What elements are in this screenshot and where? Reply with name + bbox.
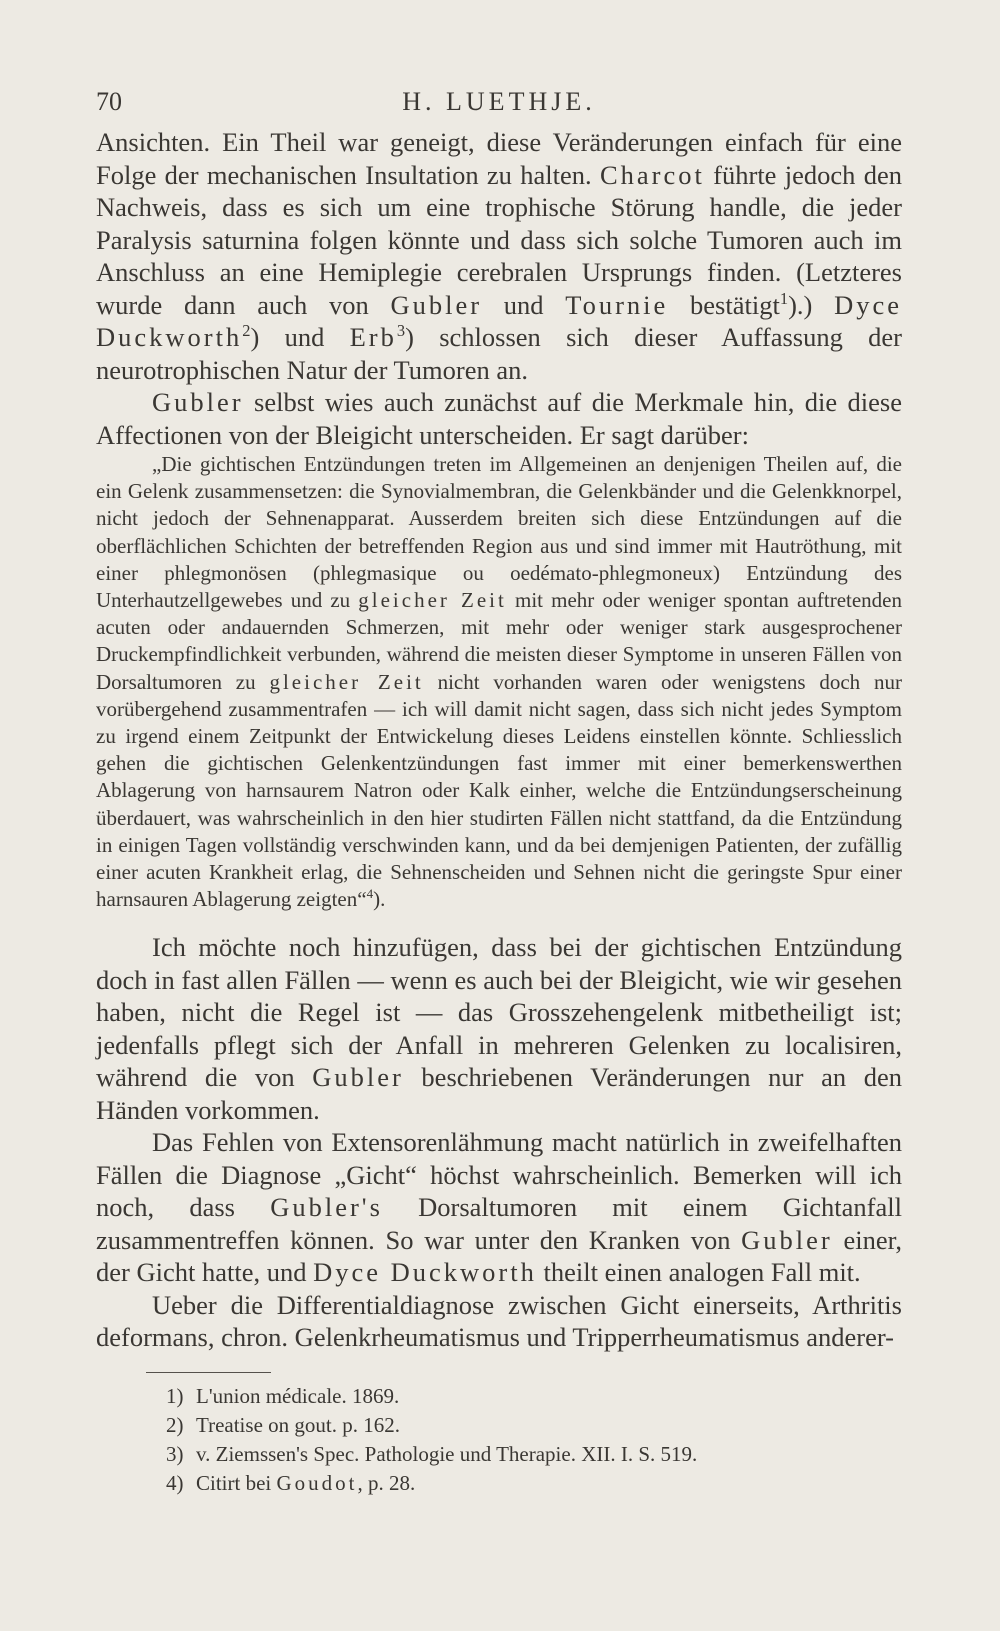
footnote bbox=[166, 1440, 866, 1469]
footnote-text: v. Ziemssen's Spec. Pathologie und Therapie. XII. I. S. 519. bbox=[196, 1442, 698, 1466]
text-run: Ich möchte noch hinzufügen, dass bei der gichtischen Entzündung doch in fast allen Fällen — wenn es auch bei der Bleigicht, wie wir gesehen haben, nicht die Regel ist — das Grosszehengelenk mitbetheiligt ist; jedenfalls pflegt sich der Anfall in mehreren Gelenken zu localisiren, während die von bbox=[96, 932, 902, 1093]
text-run: und bbox=[482, 289, 566, 320]
text-run: Das Fehlen von Extensorenlähmung macht natürlich in zweifelhaften Fällen die Diagnose „Gicht“ höchst wahrscheinlich. Bemerken will ich noch, dass bbox=[96, 1127, 902, 1223]
author-name: Charcot bbox=[599, 159, 705, 190]
footnote-text: Treatise on gout. p. 162. bbox=[196, 1413, 400, 1437]
running-head: H. LUETHJE. bbox=[402, 87, 596, 116]
footnote bbox=[166, 1411, 866, 1440]
author-name: Gubler bbox=[152, 387, 244, 417]
paragraph bbox=[96, 1126, 902, 1289]
author-name: Gubler bbox=[312, 1062, 404, 1093]
text-run: Dorsaltumoren mit einem Gichtanfall zusammentreffen können. So war unter den Kranken von bbox=[96, 1192, 902, 1255]
text-run: Ueber die Differentialdiagnose zwischen Gicht einerseits, Arthritis deformans, chron. Gelenkrheumatismus und Tripperrheumatismus anderer- bbox=[96, 1289, 902, 1353]
text-run: „Die gichtischen Entzündungen treten im Allgemeinen an denjenigen Theilen auf, die ein Gelenk zusammensetzen: die Synovialmembran, die Gelenkbänder und die Gelenkknorpel, nicht jedoch der Sehnenapparat. Ausserdem breiten sich diese Entzündungen auf die oberflächlichen Schichten der betreffenden Region aus und sind immer mit Hautröthung, mit einer phlegmonösen (phlegmasique ou oedémato-phlegmoneux) Entzündung des Unterhautzellgewebes und zu bbox=[96, 452, 902, 613]
text-run: ).) bbox=[788, 289, 835, 320]
text-run: nicht vorhanden waren oder wenigstens doch nur vorübergehend zusammentrafen — ich will damit nicht sagen, dass sich nicht jedes Symptom zu irgend einem Zeitpunkt der Entwickelung dieses Leidens einstellen könnte. Schliesslich gehen die gichtischen Gelenkentzündungen fast immer mit einer bemerkenswerthen Ablagerung von harnsaurem Natron oder Kalk einher, welche die Entzündungserscheinung überdauert, was wahrscheinlich in den hier studirten Fällen nicht stattfand, da die Entzündung in einigen Tagen vollständig verschwinden kann, und da bei demjenigen Patienten, der zufällig einer acuten Krankheit erlag, die Sehnenscheiden und Sehnen nicht die geringste Spur einer harnsauren Ablagerung zeigten“ bbox=[96, 669, 902, 912]
text-run: beschriebenen Veränderungen nur an den Händen vorkommen. bbox=[96, 1062, 902, 1125]
author-name: Erb bbox=[349, 322, 397, 352]
block-quote bbox=[96, 451, 902, 913]
footnote bbox=[166, 1469, 866, 1498]
author-name: Gubler bbox=[741, 1224, 833, 1255]
footnote-ref: 1 bbox=[779, 288, 789, 308]
author-name: Gubler bbox=[390, 289, 483, 320]
footnote-ref: 2 bbox=[242, 321, 251, 341]
footnote-ref: 4 bbox=[366, 886, 374, 902]
footnotes bbox=[166, 1382, 866, 1498]
author-name: Gubler's bbox=[270, 1192, 383, 1223]
author-name: Dyce Duckworth bbox=[313, 1257, 537, 1288]
page-number: 70 bbox=[96, 87, 122, 116]
text-run: einer, der Gicht hatte, und bbox=[96, 1224, 902, 1288]
footnote-number: 1) bbox=[166, 1384, 184, 1408]
body-text bbox=[96, 126, 902, 1354]
author-name: Goudot bbox=[276, 1471, 358, 1495]
footnote bbox=[166, 1382, 866, 1411]
author-name: Tournie bbox=[565, 289, 669, 320]
paragraph bbox=[96, 931, 902, 1126]
paragraph bbox=[96, 386, 902, 451]
text-run: ) und bbox=[250, 322, 350, 352]
text-run: führte jedoch den Nachweis, dass es sich um eine trophische Störung handle, die jeder Paralysis saturnina folgen könnte und dass sich solche Tumoren auch im Anschluss an eine Hemiplegie cerebralen Ursprungs finden. (Letzteres wurde dann auch von bbox=[96, 159, 902, 320]
page-header bbox=[96, 84, 902, 120]
text-run: theilt einen analogen Fall mit. bbox=[536, 1257, 861, 1288]
author-name: Dyce Duckworth bbox=[96, 289, 902, 352]
text-run: bestätigt bbox=[668, 289, 780, 320]
text-run: Ansichten. Ein Theil war geneigt, diese Veränderungen einfach für eine Folge der mechanischen Insultation zu halten. bbox=[96, 127, 902, 190]
footnote-text: L'union médicale. 1869. bbox=[196, 1384, 400, 1408]
text-run: mit mehr oder weniger spontan auftretenden acuten oder andauernden Schmerzen, mit mehr oder weniger stark ausgesprochener Druckempfindlichkeit verbunden, während die meisten dieser Symptome in unseren Fällen von Dorsaltumoren zu bbox=[96, 588, 902, 694]
paragraph bbox=[96, 1289, 902, 1354]
footnote-text: , p. 28. bbox=[357, 1471, 416, 1495]
paragraph bbox=[96, 126, 902, 386]
text-run: ) schlossen sich dieser Auffassung der neurotrophischen Natur der Tumoren an. bbox=[96, 322, 903, 385]
footnote-separator bbox=[146, 1372, 271, 1373]
emphasis: gleicher Zeit bbox=[358, 588, 507, 613]
footnote-number: 3) bbox=[166, 1442, 184, 1466]
footnote-number: 2) bbox=[166, 1413, 184, 1437]
emphasis: gleicher Zeit bbox=[269, 669, 424, 694]
text-run: selbst wies auch zunächst auf die Merkmale hin, die diese Affectionen von der Bleigicht unterscheiden. Er sagt darüber: bbox=[96, 387, 902, 450]
footnote-text: Citirt bei bbox=[196, 1471, 277, 1495]
footnote-number: 4) bbox=[166, 1471, 184, 1495]
text-run: ). bbox=[373, 887, 386, 912]
footnote-ref: 3 bbox=[396, 321, 406, 341]
